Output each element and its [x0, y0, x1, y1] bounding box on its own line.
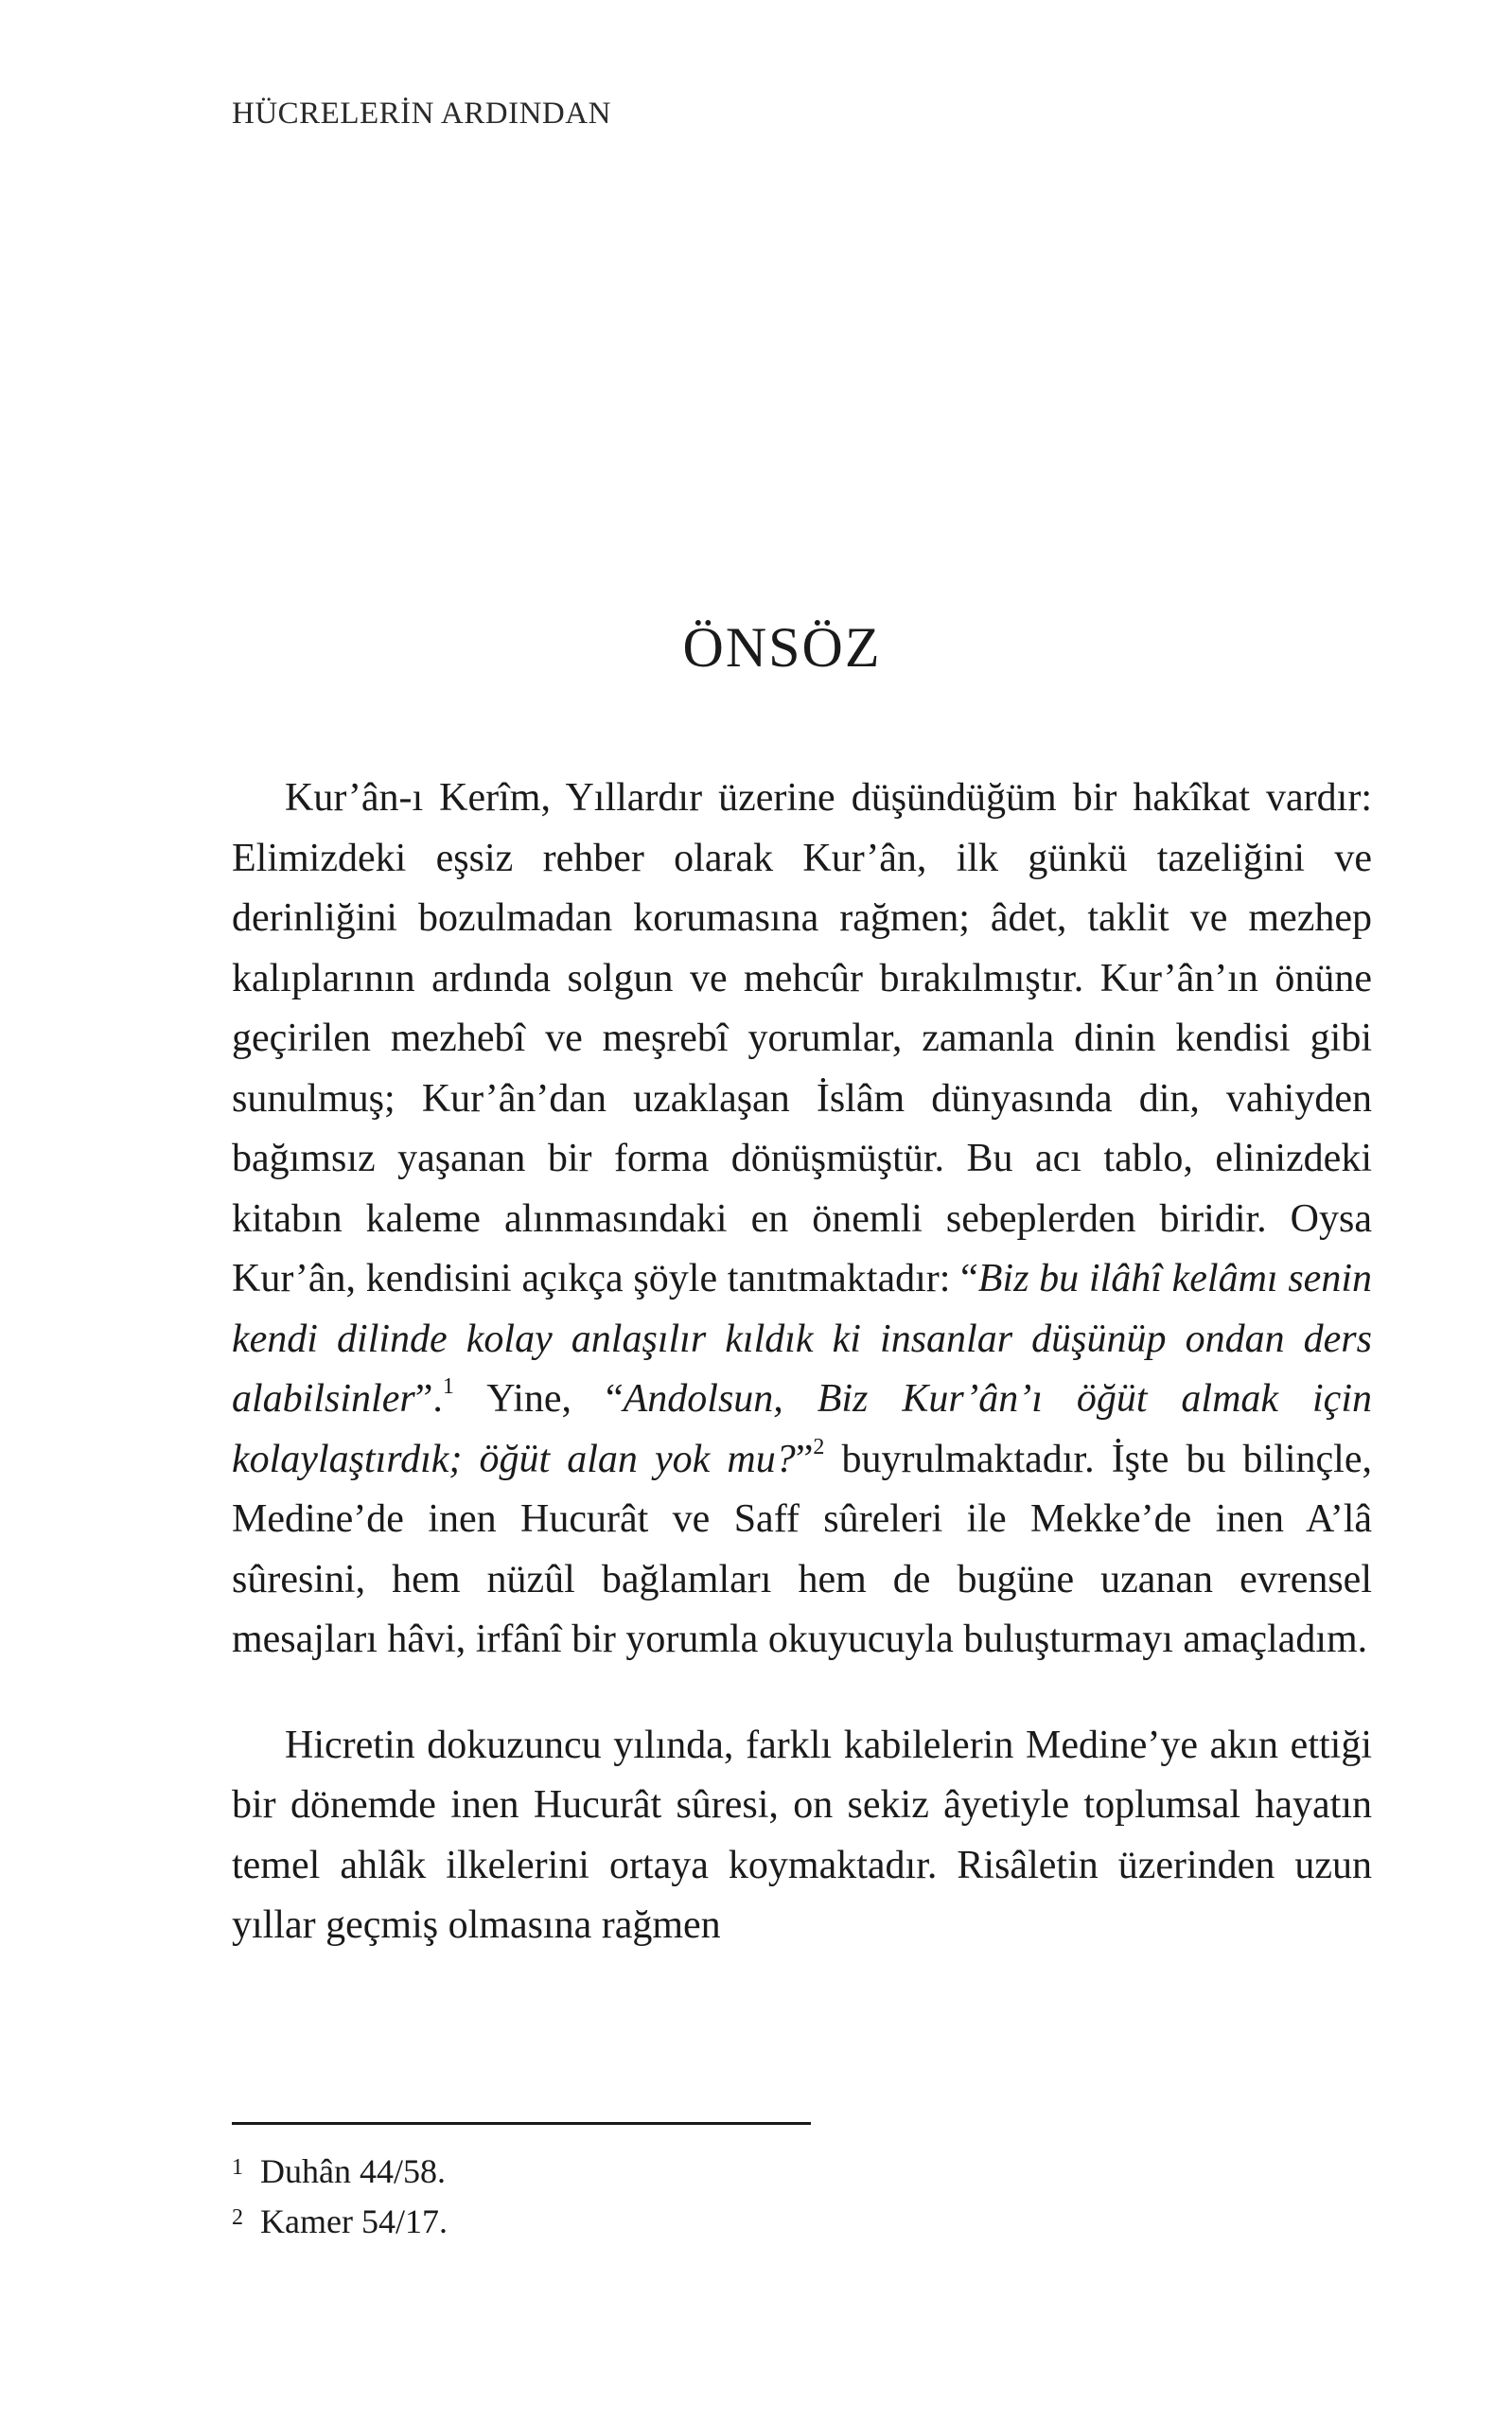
- footnote-ref-2[interactable]: 2: [813, 1434, 825, 1459]
- closing-quote-1: ”.: [414, 1377, 443, 1421]
- quran-quote-1: Biz bu ilâhî kelâmı senin kendi dilinde kolay anlaşılır kıldık ki insanlar düşünüp ondan ders alabilsinler: [232, 1257, 1372, 1421]
- paragraph-1-text: Kur’ân-ı Kerîm, Yıllardır üzerine düşündüğüm bir hakîkat vardır: Elimizdeki eşsiz rehber olarak Kur’ân, ilk günkü tazeliğini ve derinliğini bozulmadan korumasına rağmen; âdet, taklit ve mezhep kalıplarının ardında solgun ve mehcûr bırakılmıştır. Kur’ân’ın önüne geçirilen mezhebî ve meşrebî yorumlar, zamanla dinin kendisi gibi sunulmuş; Kur’ân’dan uzaklaşan İslâm dünyasında din, vahiyden bağımsız yaşanan bir forma dönüşmüştür. Bu acı tablo, elinizdeki kitabın kaleme alınmasındaki en önemli sebeplerden biridir. Oysa Kur’ân, kendisini açıkça şöyle tanıtmaktadır: “: [232, 776, 1372, 1300]
- chapter-title: ÖNSÖZ: [682, 616, 882, 679]
- footnote-ref-1[interactable]: 1: [442, 1374, 454, 1399]
- closing-quote-2: ”: [795, 1437, 814, 1481]
- body-text: [232, 769, 1372, 1956]
- footnotes: [232, 2147, 448, 2247]
- quran-quote-2: Andolsun, Biz Kur’ân’ı öğüt almak için kolaylaştırdık; öğüt alan yok mu?: [232, 1377, 1372, 1481]
- footnote-number: 1: [232, 2155, 243, 2180]
- footnote-number: 2: [232, 2205, 243, 2230]
- footnote-text: Duhân 44/58.: [260, 2152, 446, 2190]
- footnote-text: Kamer 54/17.: [260, 2202, 448, 2240]
- paragraph-1: [232, 769, 1372, 1671]
- footnote-1: [232, 2147, 448, 2197]
- footnote-2: [232, 2197, 448, 2247]
- footnote-separator: [232, 2122, 811, 2125]
- paragraph-1-text-cont: Yine, “: [453, 1377, 624, 1421]
- paragraph-1-text-end: buyrulmaktadır. İşte bu bilinçle, Medine’de inen Hucurât ve Saff sûreleri ile Mekke’de inen A’lâ sûresini, hem nüzûl bağlamları hem de bugüne uzanan evrensel mesajları hâvi, irfânî bir yorumla okuyucuyla buluşturmayı amaçladım.: [232, 1437, 1372, 1661]
- paragraph-2: Hicretin dokuzuncu yılında, farklı kabilelerin Medine’ye akın ettiği bir dönemde inen Hucurât sûresi, on sekiz âyetiyle toplumsal hayatın temel ahlâk ilkelerini ortaya koymaktadır. Risâletin üzerinden uzun yıllar geçmiş olmasına rağmen: [232, 1723, 1372, 1947]
- running-header: HÜCRELERİN ARDINDAN: [232, 97, 611, 131]
